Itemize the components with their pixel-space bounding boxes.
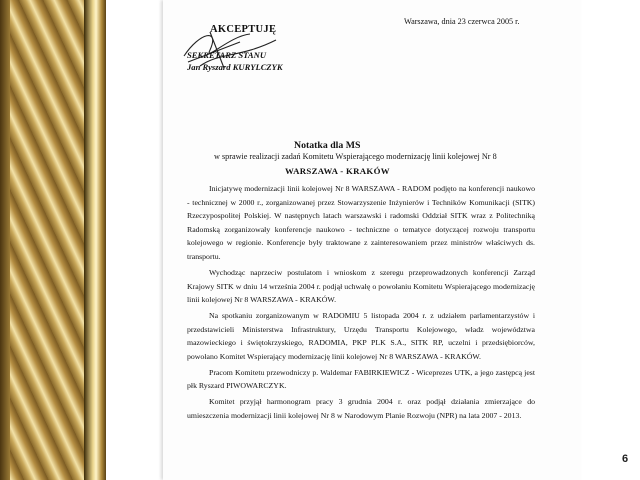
note-subtitle: w sprawie realizacji zadań Komitetu Wspierającego modernizację linii kolejowej Nr 8	[214, 152, 497, 161]
stamp-accept-title: AKCEPTUJĘ	[210, 24, 277, 35]
frame-outer-edge	[0, 0, 10, 480]
decorative-gold-frame	[0, 0, 106, 480]
page-number: 6	[622, 453, 629, 465]
stamp-role: SEKRETARZ STANU	[187, 50, 267, 60]
paragraph: Inicjatywę modernizacji linii kolejowej Nr 8 WARSZAWA - RADOM podjęto na konferencji naukowo - technicznej w 2000 r., zorganizowanej przez Stowarzyszenie Inżynierów i Techników Komunikacji (SITK) Rzeczypospolitej Polskiej. W następnych latach warszawski i radomski Oddział SITK wraz z Politechniką Radomską zorganizowały konferencje naukowo - techniczne o tematyce dotyczącej rozwoju transportu kolejowego w regionie. Konferencje były traktowane z zainteresowaniem przez ministrów właściwych ds. transportu.	[187, 184, 535, 261]
paragraph: Wychodząc naprzeciw postulatom i wnioskom z szeregu przeprowadzonych konferencji Zarząd Krajowy SITK w dniu 14 września 2004 r. podjął uchwałę o powołaniu Komitetu Wspierającego modernizację linii kolejowej Nr 8 WARSZAWA - KRAKÓW.	[187, 267, 535, 305]
note-body	[187, 182, 535, 425]
stamp-name: Jan Ryszard KURYLCZYK	[187, 62, 283, 72]
frame-inner-edge	[84, 0, 106, 480]
document-date: Warszawa, dnia 23 czerwca 2005 r.	[404, 17, 520, 26]
paragraph: Komitet przyjął harmonogram pracy 3 grudnia 2004 r. oraz podjął działania zmierzające do umieszczenia modernizacji linii kolejowej Nr 8 w Narodowym Planie Rozwoju (NPR) na lata 2007 - 2013.	[187, 397, 535, 421]
note-route: WARSZAWA - KRAKÓW	[285, 166, 390, 176]
paragraph: Pracom Komitetu przewodniczy p. Waldemar FABIRKIEWICZ - Wiceprezes UTK, a jego zastępcą jest płk Ryszard PIWOWARCZYK.	[187, 367, 535, 391]
note-title: Notatka dla MS	[294, 140, 361, 151]
paragraph: Na spotkaniu zorganizowanym w RADOMIU 5 listopada 2004 r. z udziałem parlamentarzystów i przedstawicieli Ministerstwa Infrastruktury, Urzędu Transportu Kolejowego, władz województwa mazowieckiego i świętokrzyskiego, RADOMIA, PKP PLK S.A., SITK RP, uczelni i przedsiębiorców, powołano Komitet Wspierający modernizację linii kolejowej Nr 8 WARSZAWA - KRAKÓW.	[187, 311, 535, 361]
